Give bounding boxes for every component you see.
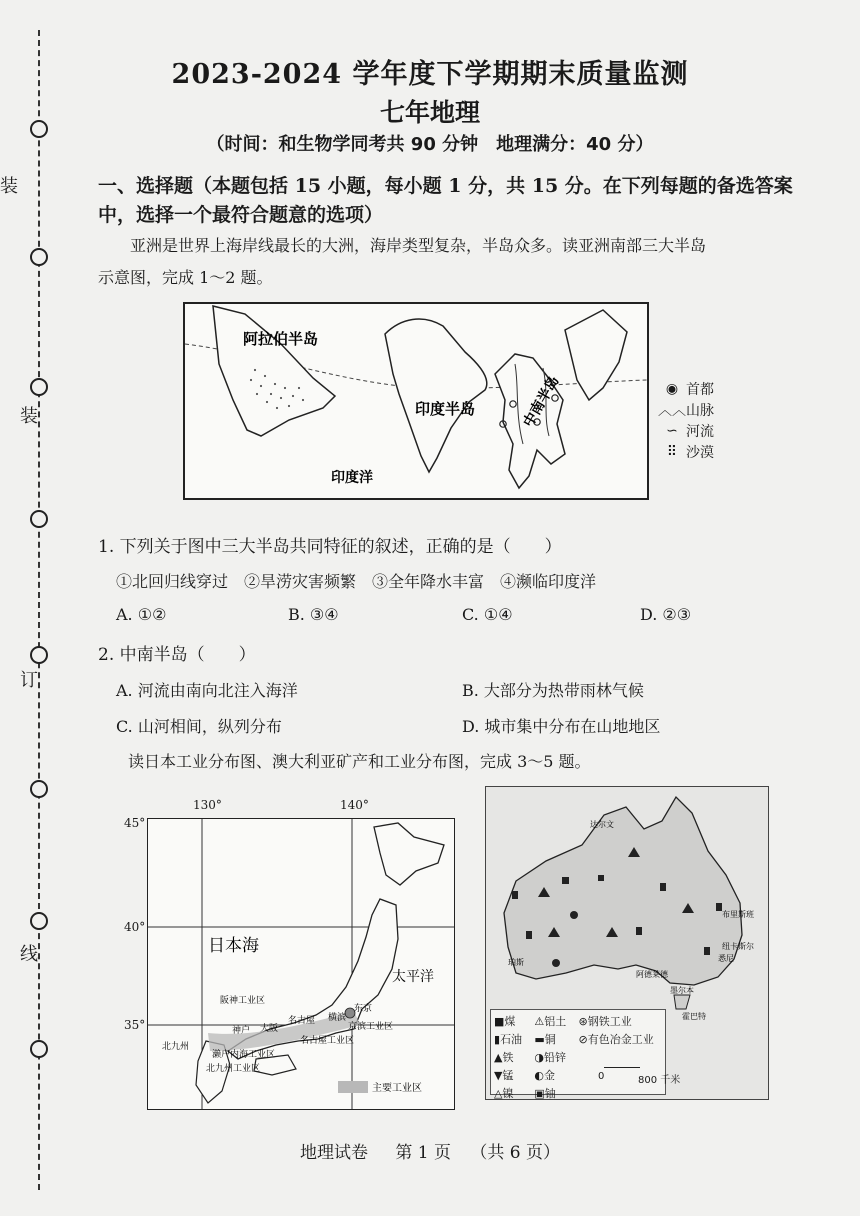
city-label: 神户 bbox=[232, 1026, 251, 1036]
page-footer bbox=[0, 1138, 860, 1163]
legend-label: 首都 bbox=[686, 381, 714, 398]
city-label: 达尔文 bbox=[590, 820, 614, 829]
label-arabian-peninsula bbox=[243, 330, 318, 348]
scale-zero: 0 bbox=[598, 1071, 605, 1082]
city-label: 北九州 bbox=[162, 1042, 190, 1052]
city-label: 珀斯 bbox=[508, 958, 524, 967]
label-pacific: 太平洋 bbox=[392, 969, 434, 985]
scale-label: 800 千米 bbox=[638, 1075, 681, 1086]
legend-item bbox=[494, 1067, 530, 1083]
scale-bar bbox=[604, 1067, 640, 1068]
desert-icon: ⠿ bbox=[666, 443, 678, 460]
footer-total: （共 6 页） bbox=[470, 1143, 561, 1163]
legend-item bbox=[494, 1013, 530, 1029]
legend-label: 石油 bbox=[500, 1033, 523, 1046]
zone-label: 京滨工业区 bbox=[348, 1022, 394, 1032]
legend-item bbox=[579, 1085, 663, 1101]
legend-item bbox=[658, 441, 714, 462]
city-label: 阿德莱德 bbox=[636, 970, 668, 979]
city-label: 霍巴特 bbox=[682, 1012, 706, 1021]
city-label: 东京 bbox=[354, 1004, 373, 1014]
city-label: 纽卡斯尔 bbox=[722, 942, 754, 951]
legend-item bbox=[534, 1049, 574, 1065]
question-1-option-b[interactable]: B. ③④ bbox=[288, 605, 339, 624]
legend-item bbox=[579, 1031, 663, 1047]
lat-label: 35° bbox=[124, 1018, 146, 1032]
legend-label: 主要工业区 bbox=[372, 1083, 422, 1094]
legend-label: 铅锌 bbox=[543, 1051, 566, 1064]
city-label: 布里斯班 bbox=[722, 910, 754, 919]
gold-icon: ◐ bbox=[534, 1069, 544, 1082]
lead-zinc-icon: ◑ bbox=[534, 1051, 544, 1064]
peninsula-map bbox=[183, 302, 649, 500]
legend-item bbox=[534, 1067, 574, 1083]
question-2-option-b[interactable]: B. 大部分为热带雨林气候 bbox=[462, 681, 644, 700]
legend-label: 铝土 bbox=[544, 1015, 567, 1028]
lon-label: 130° bbox=[193, 798, 222, 812]
copper-icon: ▬ bbox=[534, 1033, 545, 1046]
lat-label: 45° bbox=[124, 816, 146, 830]
label-india-peninsula: 印度半岛 bbox=[415, 400, 476, 418]
iron-icon: ▲ bbox=[494, 1051, 503, 1064]
nonferrous-icon: ⊘ bbox=[578, 1033, 588, 1046]
city-label: 大阪 bbox=[260, 1024, 279, 1034]
binding-margin bbox=[0, 0, 60, 1216]
legend-item bbox=[534, 1085, 574, 1101]
question-2-option-a[interactable]: A. 河流由南向北注入海洋 bbox=[116, 681, 298, 700]
footer-subject: 地理试卷 bbox=[299, 1143, 368, 1163]
legend-item bbox=[494, 1049, 530, 1065]
binding-hole bbox=[30, 510, 48, 528]
question-2-stem: 2. 中南半岛（ ） bbox=[98, 645, 256, 665]
legend-label: 山脉 bbox=[686, 402, 714, 419]
binding-line bbox=[38, 30, 40, 1190]
footer-page: 第 1 页 bbox=[395, 1143, 451, 1163]
intro-text-q3-5: 读日本工业分布图、澳大利亚矿产和工业分布图，完成 3～5 题。 bbox=[128, 752, 591, 771]
legend-label: 铀 bbox=[544, 1087, 556, 1100]
oil-icon: ▮ bbox=[494, 1033, 501, 1046]
label-indian-ocean: 印度洋 bbox=[331, 470, 373, 486]
legend-item bbox=[534, 1031, 574, 1047]
legend-item bbox=[658, 420, 714, 441]
label-sea-of-japan: 日本海 bbox=[208, 936, 259, 956]
zone-label: 北九州工业区 bbox=[206, 1064, 261, 1074]
legend-label: 河流 bbox=[686, 423, 714, 440]
aluminum-icon: ⚠ bbox=[534, 1015, 545, 1028]
lon-label: 140° bbox=[340, 798, 369, 812]
question-1-statements: ①北回归线穿过 ②旱涝灾害频繁 ③全年降水丰富 ④濒临印度洋 bbox=[116, 572, 597, 591]
city-label: 名古屋 bbox=[288, 1016, 316, 1026]
question-1-option-a[interactable]: A. ①② bbox=[116, 605, 167, 624]
peninsula-map-legend bbox=[658, 378, 714, 462]
binding-hole bbox=[30, 248, 48, 266]
binding-char: 装 bbox=[0, 176, 18, 197]
uranium-icon: ▣ bbox=[534, 1087, 545, 1100]
legend-label: 钢铁工业 bbox=[587, 1015, 632, 1028]
coal-icon: ■ bbox=[494, 1015, 505, 1028]
legend-label: 金 bbox=[543, 1069, 555, 1082]
legend-label: 铁 bbox=[502, 1051, 514, 1064]
exam-title: 2023-2024 学年度下学期期末质量监测 bbox=[171, 59, 689, 90]
legend-label: 有色冶金工业 bbox=[587, 1033, 654, 1046]
zone-label: 濑户内海工业区 bbox=[212, 1050, 276, 1060]
legend-item bbox=[579, 1049, 663, 1065]
capital-icon: ◉ bbox=[665, 380, 679, 397]
mountain-icon: ︿︿ bbox=[658, 402, 686, 419]
nickel-icon: △ bbox=[494, 1087, 503, 1100]
legend-label: 铜 bbox=[544, 1033, 556, 1046]
steel-icon: ⊛ bbox=[578, 1015, 588, 1028]
australia-minerals-map bbox=[485, 786, 769, 1100]
legend-item bbox=[658, 399, 714, 420]
binding-hole bbox=[30, 780, 48, 798]
question-1-stem: 1. 下列关于图中三大半岛共同特征的叙述，正确的是（ ） bbox=[98, 537, 562, 557]
question-2-option-c[interactable]: C. 山河相间，纵列分布 bbox=[116, 717, 282, 736]
river-icon: ∽ bbox=[666, 422, 678, 439]
question-2-option-d[interactable]: D. 城市集中分布在山地地区 bbox=[462, 717, 661, 736]
zone-label: 名古屋工业区 bbox=[300, 1036, 355, 1046]
industrial-zone-swatch bbox=[338, 1081, 368, 1093]
intro-text: 示意图，完成 1～2 题。 bbox=[98, 268, 273, 287]
binding-hole bbox=[30, 912, 48, 930]
binding-char: 订 bbox=[20, 670, 38, 691]
legend-item bbox=[494, 1085, 530, 1101]
binding-char: 装 bbox=[20, 406, 38, 427]
section-heading: 一、选择题（本题包括 15 小题，每小题 1 分，共 15 分。在下列每题的备选答案中，选择一个最符合题意的选项） bbox=[98, 175, 793, 226]
legend-item bbox=[579, 1013, 663, 1029]
binding-hole bbox=[30, 378, 48, 396]
label-indochina-peninsula: 中南半岛 bbox=[520, 373, 563, 430]
exam-time-note: （时间：和生物学同考共 90 分钟 地理满分：40 分） bbox=[206, 134, 654, 155]
binding-hole bbox=[30, 1040, 48, 1058]
city-label: 悉尼 bbox=[718, 954, 734, 963]
legend-label: 镍 bbox=[502, 1087, 514, 1100]
legend-item bbox=[658, 378, 714, 399]
legend-label: 煤 bbox=[504, 1015, 516, 1028]
intro-text: 亚洲是世界上海岸线最长的大洲，海岸类型复杂，半岛众多。读亚洲南部三大半岛 bbox=[130, 236, 707, 255]
manganese-icon: ▼ bbox=[494, 1069, 503, 1082]
city-label: 墨尔本 bbox=[670, 986, 694, 995]
label-arabian-peninsula-text: 阿拉伯半岛 bbox=[243, 330, 319, 348]
binding-hole bbox=[30, 646, 48, 664]
japan-industry-map bbox=[147, 818, 455, 1110]
lat-label: 40° bbox=[124, 920, 146, 934]
legend-item bbox=[494, 1031, 530, 1047]
zone-label: 阪神工业区 bbox=[220, 996, 266, 1006]
question-1-option-d[interactable]: D. ②③ bbox=[640, 605, 692, 624]
legend-label: 沙漠 bbox=[686, 444, 714, 461]
legend-item bbox=[534, 1013, 574, 1029]
binding-char: 线 bbox=[20, 944, 38, 965]
city-label: 横滨 bbox=[328, 1013, 347, 1023]
legend-label: 锰 bbox=[502, 1069, 514, 1082]
exam-subtitle: 七年地理 bbox=[379, 98, 480, 127]
question-1-option-c[interactable]: C. ①④ bbox=[462, 605, 513, 624]
